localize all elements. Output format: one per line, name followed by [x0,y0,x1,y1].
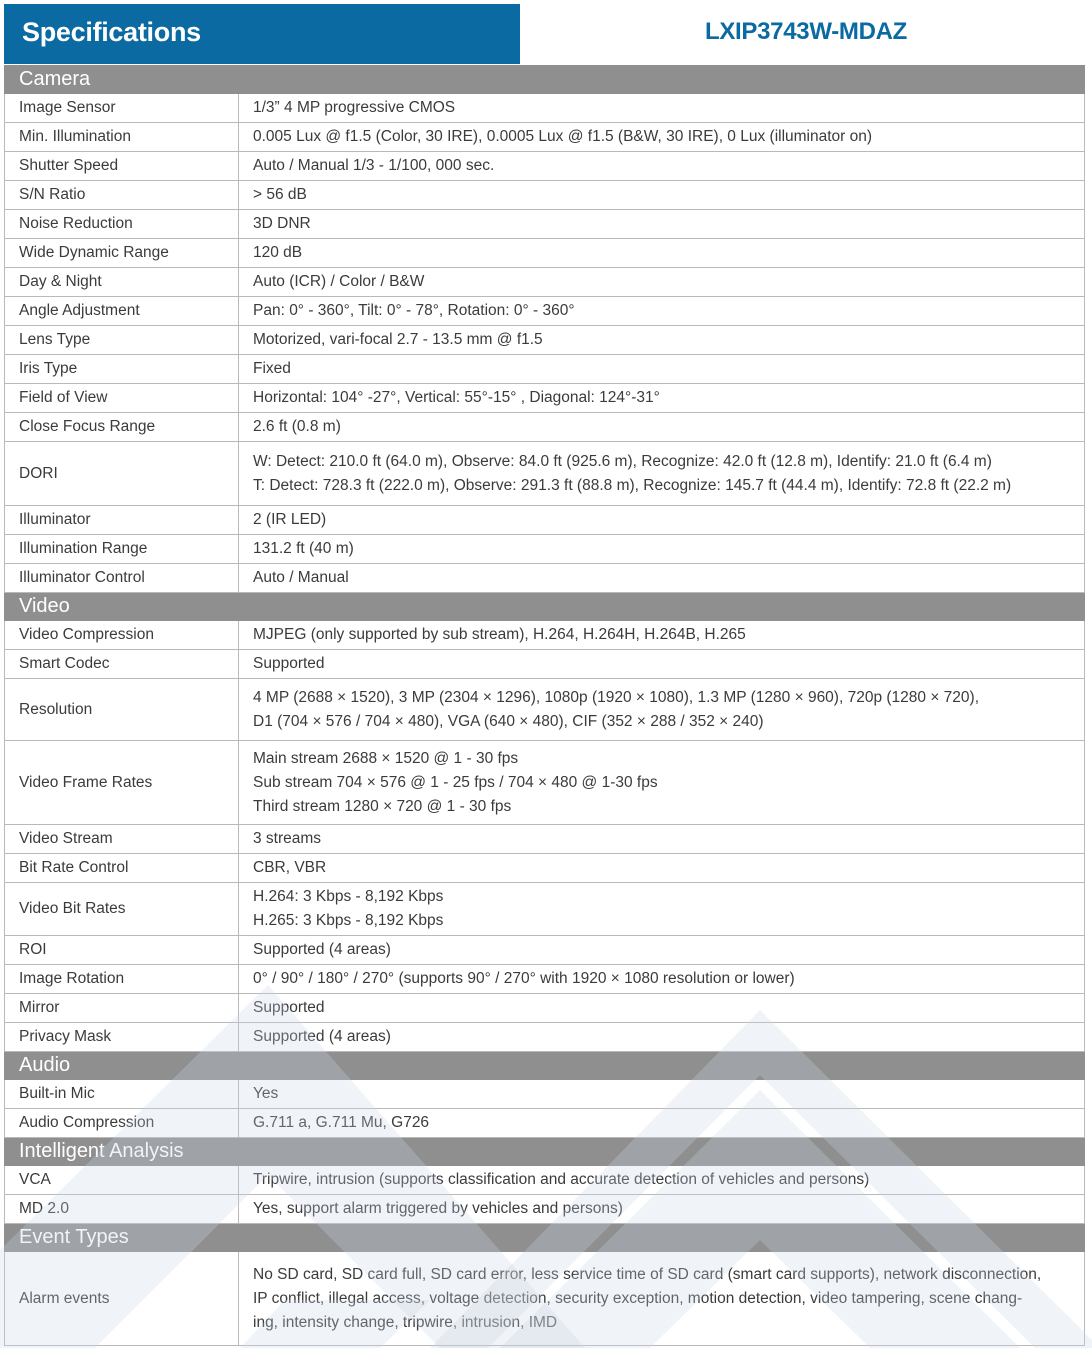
table-row [5,384,1085,413]
table-row [5,355,1085,384]
spec-value: Yes, support alarm triggered by vehicles and persons) [239,1195,1085,1224]
table-row [5,621,1085,650]
spec-value: G.711 a, G.711 Mu, G726 [239,1109,1085,1138]
spec-value: 0° / 90° / 180° / 270° (supports 90° / 270° with 1920 × 1080 resolution or lower) [239,965,1085,994]
spec-value: 3D DNR [239,210,1085,239]
table-row [5,1023,1085,1052]
table-row [5,1080,1085,1109]
table-row [5,94,1085,123]
section-header [5,1224,1085,1252]
specifications-table [4,65,1085,1346]
table-row [5,564,1085,593]
spec-value: Supported (4 areas) [239,1023,1085,1052]
spec-value: Pan: 0° - 360°, Tilt: 0° - 78°, Rotation: 0° - 360° [239,297,1085,326]
spec-label: Image Sensor [5,94,239,123]
spec-label: Built-in Mic [5,1080,239,1109]
spec-label: VCA [5,1166,239,1195]
spec-label: Shutter Speed [5,152,239,181]
table-row [5,741,1085,825]
section-header [5,66,1085,94]
table-row [5,239,1085,268]
spec-value: Tripwire, intrusion (supports classification and accurate detection of vehicles and persons) [239,1166,1085,1195]
spec-label: Lens Type [5,326,239,355]
spec-label: Wide Dynamic Range [5,239,239,268]
spec-value: 3 streams [239,825,1085,854]
spec-label: Bit Rate Control [5,854,239,883]
table-row [5,152,1085,181]
table-row [5,413,1085,442]
spec-value: Auto / Manual [239,564,1085,593]
table-row [5,825,1085,854]
table-row [5,123,1085,152]
table-row [5,650,1085,679]
spec-value: Auto / Manual 1/3 - 1/100, 000 sec. [239,152,1085,181]
spec-value: H.264: 3 Kbps - 8,192 Kbps H.265: 3 Kbps - 8,192 Kbps [239,883,1085,936]
spec-value: No SD card, SD card full, SD card error, less service time of SD card (smart card supports), network disconnection, IP conflict, illegal access, voltage detection, security exception, motion detection, video tampering, scene chang- ing, intensity change, tripwire, intrusion, IMD [239,1252,1085,1346]
spec-label: Video Stream [5,825,239,854]
table-row [5,1166,1085,1195]
section-header [5,1052,1085,1080]
spec-value: 131.2 ft (40 m) [239,535,1085,564]
table-row [5,181,1085,210]
spec-value: Motorized, vari-focal 2.7 - 13.5 mm @ f1.5 [239,326,1085,355]
table-row [5,1252,1085,1346]
spec-label: Image Rotation [5,965,239,994]
spec-value: 0.005 Lux @ f1.5 (Color, 30 IRE), 0.0005 Lux @ f1.5 (B&W, 30 IRE), 0 Lux (illuminator on) [239,123,1085,152]
spec-label: Video Frame Rates [5,741,239,825]
section-header [5,593,1085,621]
spec-label: Angle Adjustment [5,297,239,326]
model-number: LXIP3743W-MDAZ [704,18,907,45]
table-row [5,442,1085,506]
spec-value: Yes [239,1080,1085,1109]
spec-value: 1/3” 4 MP progressive CMOS [239,94,1085,123]
spec-value: Horizontal: 104° -27°, Vertical: 55°-15° , Diagonal: 124°-31° [239,384,1085,413]
spec-value: Supported [239,650,1085,679]
spec-value: Main stream 2688 × 1520 @ 1 - 30 fps Sub stream 704 × 576 @ 1 - 25 fps / 704 × 480 @ 1-30 fps Third stream 1280 × 720 @ 1 - 30 fps [239,741,1085,825]
spec-value: 4 MP (2688 × 1520), 3 MP (2304 × 1296), 1080p (1920 × 1080), 1.3 MP (1280 × 960), 720p (1280 × 720), D1 (704 × 576 / 704 × 480), VGA (640 × 480), CIF (352 × 288 / 352 × 240) [239,679,1085,741]
spec-value: Auto (ICR) / Color / B&W [239,268,1085,297]
spec-value: > 56 dB [239,181,1085,210]
table-row [5,854,1085,883]
table-row [5,994,1085,1023]
spec-label: Video Compression [5,621,239,650]
section-header [5,1138,1085,1166]
page-title: Specifications [22,17,201,47]
spec-value: Supported [239,994,1085,1023]
spec-label: Noise Reduction [5,210,239,239]
table-row [5,936,1085,965]
table-row [5,535,1085,564]
page-header [0,0,1092,64]
spec-label: Alarm events [5,1252,239,1346]
table-row [5,883,1085,936]
spec-label: ROI [5,936,239,965]
spec-value: Fixed [239,355,1085,384]
spec-label: Close Focus Range [5,413,239,442]
spec-label: Illuminator Control [5,564,239,593]
table-row [5,679,1085,741]
spec-label: Audio Compression [5,1109,239,1138]
spec-label: Resolution [5,679,239,741]
spec-label: Min. Illumination [5,123,239,152]
table-row [5,1195,1085,1224]
spec-label: S/N Ratio [5,181,239,210]
section-title: Camera [5,66,1085,94]
spec-label: Privacy Mask [5,1023,239,1052]
title-banner [4,4,520,64]
section-title: Event Types [5,1224,1085,1252]
spec-label: Iris Type [5,355,239,384]
spec-label: Mirror [5,994,239,1023]
spec-label: Illumination Range [5,535,239,564]
spec-label: Smart Codec [5,650,239,679]
table-row [5,1109,1085,1138]
spec-value: W: Detect: 210.0 ft (64.0 m), Observe: 84.0 ft (925.6 m), Recognize: 42.0 ft (12.8 m), Identify: 21.0 ft (6.4 m) T: Detect: 728.3 ft (222.0 m), Observe: 291.3 ft (88.8 m), Recognize: 145.7 ft (44.4 m), Identify: 72.8 ft (22.2 m) [239,442,1085,506]
spec-label: Video Bit Rates [5,883,239,936]
spec-value: 120 dB [239,239,1085,268]
table-row [5,965,1085,994]
section-title: Audio [5,1052,1085,1080]
spec-value: CBR, VBR [239,854,1085,883]
table-row [5,506,1085,535]
table-row [5,326,1085,355]
spec-value: 2.6 ft (0.8 m) [239,413,1085,442]
table-row [5,268,1085,297]
spec-value: Supported (4 areas) [239,936,1085,965]
spec-label: MD 2.0 [5,1195,239,1224]
section-title: Intelligent Analysis [5,1138,1085,1166]
spec-label: Field of View [5,384,239,413]
table-row [5,210,1085,239]
spec-value: MJPEG (only supported by sub stream), H.264, H.264H, H.264B, H.265 [239,621,1085,650]
table-row [5,297,1085,326]
spec-value: 2 (IR LED) [239,506,1085,535]
spec-label: Day & Night [5,268,239,297]
section-title: Video [5,593,1085,621]
spec-label: DORI [5,442,239,506]
spec-label: Illuminator [5,506,239,535]
